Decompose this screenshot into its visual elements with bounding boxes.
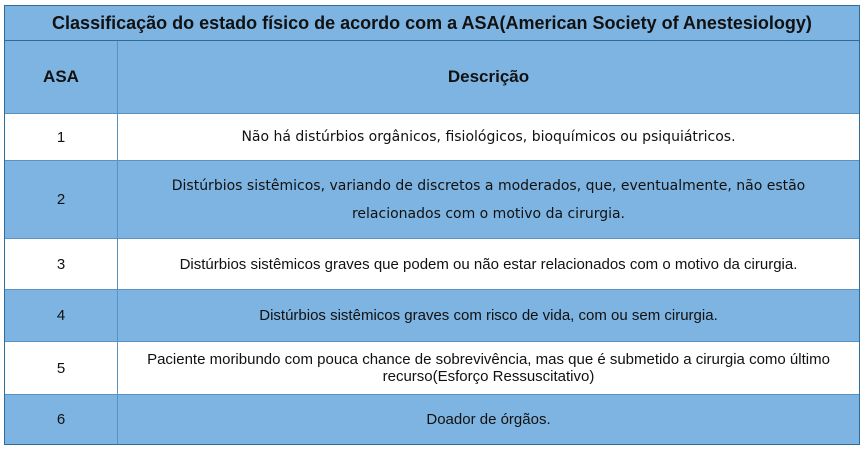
asa-classification-table [4, 5, 860, 445]
asa-level-cell: 1 [5, 114, 118, 160]
description-cell: Distúrbios sistêmicos, variando de discretos a moderados, que, eventualmente, não estão relacionados com o motivo da cirurgia. [171, 177, 806, 222]
table-row [5, 289, 859, 341]
table-row [5, 341, 859, 394]
asa-level-cell: 6 [5, 395, 118, 444]
table-row [5, 394, 859, 444]
table-row [5, 113, 859, 160]
header-asa: ASA [5, 41, 118, 113]
table-row [5, 238, 859, 289]
description-cell: Não há distúrbios orgânicos, fisiológicos, bioquímicos ou psiquiátricos. [241, 129, 736, 145]
description-cell: Distúrbios sistêmicos graves que podem ou não estar relacionados com o motivo da cirurgia. [179, 255, 798, 273]
table-row [5, 160, 859, 238]
description-cell: Paciente moribundo com pouca chance de sobrevivência, mas que é submetido a cirurgia como último recurso(Esforço Ressuscitativo) [147, 351, 830, 385]
description-cell: Distúrbios sistêmicos graves com risco de vida, com ou sem cirurgia. [259, 307, 718, 324]
table-title: Classificação do estado físico de acordo com a ASA(American Society of Anestesiology) [5, 6, 859, 41]
table-header-row [5, 41, 859, 113]
asa-level-cell: 4 [5, 290, 118, 341]
header-description: Descrição [447, 67, 530, 86]
asa-level-cell: 3 [5, 239, 118, 289]
asa-level-cell: 2 [5, 161, 118, 238]
description-cell: Doador de órgãos. [426, 411, 551, 428]
asa-level-cell: 5 [5, 342, 118, 394]
